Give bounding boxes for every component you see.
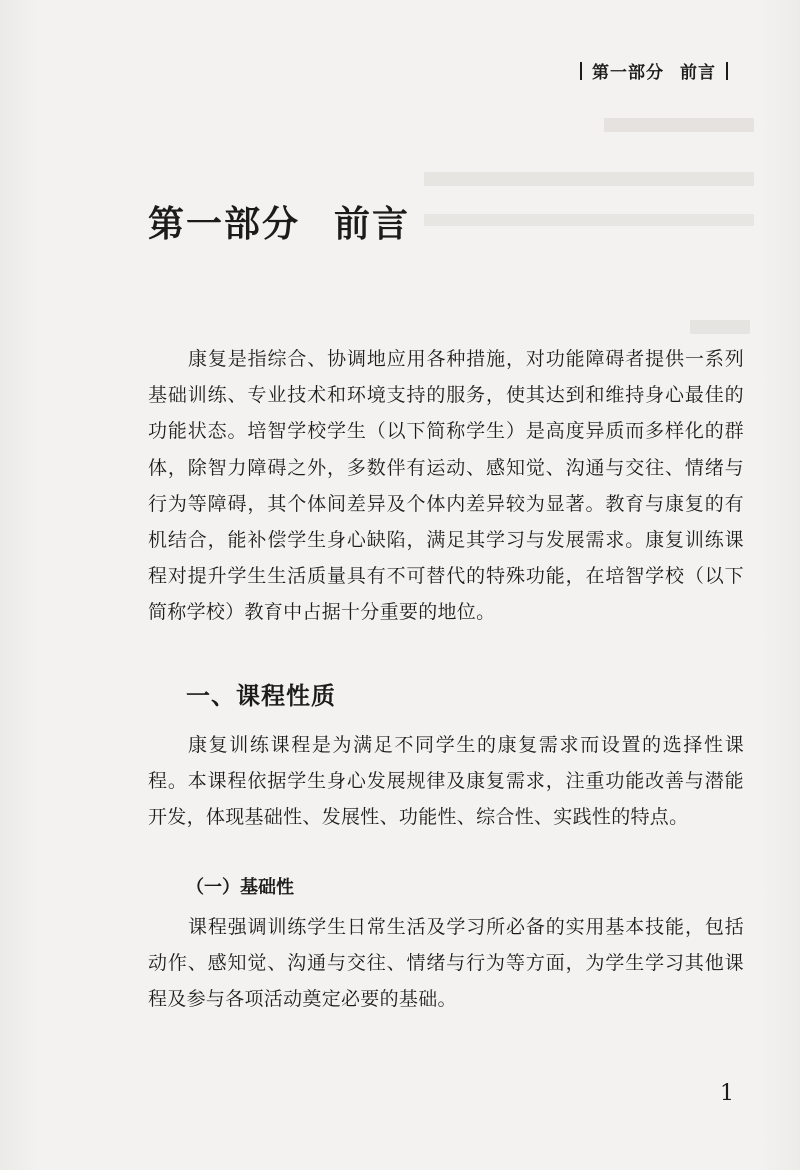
page-number: 1 — [720, 1081, 734, 1106]
show-through-texture-2 — [424, 172, 754, 186]
show-through-texture-4 — [690, 320, 750, 334]
show-through-texture — [604, 118, 754, 132]
section-heading: 一、课程性质 — [186, 682, 336, 710]
header-left-bar — [580, 62, 582, 80]
subsection-paragraph: 课程强调训练学生日常生活及学习所必备的实用基本技能，包括动作、感知觉、沟通与交往、情绪与行为等方面，为学生学习其他课程及参与各项活动奠定必要的基础。 — [148, 916, 744, 1011]
header-part: 第一部分 — [592, 63, 664, 83]
page-title — [148, 196, 410, 247]
running-header — [570, 58, 738, 83]
show-through-texture-3 — [424, 214, 754, 226]
section-paragraph: 康复训练课程是为满足不同学生的康复需求而设置的选择性课程。本课程依据学生身心发展规律及康复需求，注重功能改善与潜能开发，体现基础性、发展性、功能性、综合性、实践性的特点。 — [148, 734, 744, 829]
header-section: 前言 — [680, 63, 716, 83]
header-right-bar — [726, 62, 728, 80]
intro-paragraph: 康复是指综合、协调地应用各种措施，对功能障碍者提供一系列基础训练、专业技术和环境支持的服务，使其达到和维持身心最佳的功能状态。培智学校学生（以下简称学生）是高度异质而多样化的群体，除智力障碍之外，多数伴有运动、感知觉、沟通与交往、情绪与行为等障碍，其个体间差异及个体内差异较为显著。教育与康复的有机结合，能补偿学生身心缺陷，满足其学习与发展需求。康复训练课程对提升学生生活质量具有不可替代的特殊功能，在培智学校（以下简称学校）教育中占据十分重要的地位。 — [148, 348, 744, 624]
subsection-heading: （一）基础性 — [186, 877, 294, 898]
title-section: 前言 — [334, 204, 411, 245]
title-part: 第一部分 — [148, 204, 301, 245]
